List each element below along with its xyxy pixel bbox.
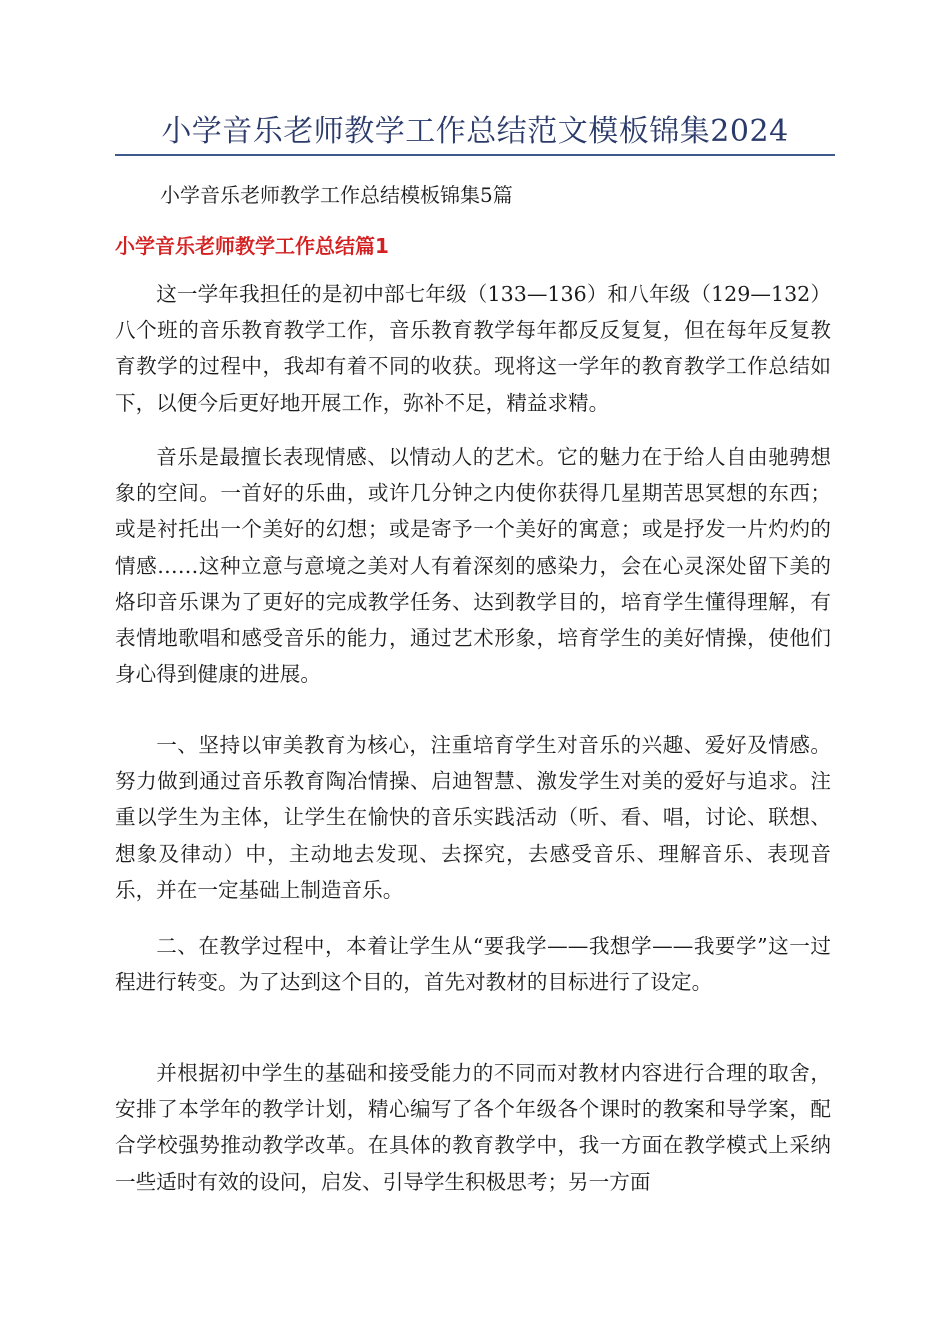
document-title: 小学音乐老师教学工作总结范文模板锦集2024 xyxy=(161,114,789,149)
body-paragraph-1: 这一学年我担任的是初中部七年级（133—136）和八年级（129—132）八个班的音乐教育教学工作，音乐教育教学每年都反反复复，但在每年反复教育教学的过程中，我却有着不同的收获。现将这一学年的教育教学工作总结如下，以便今后更好地开展工作，弥补不足，精益求精。 xyxy=(115,282,831,415)
body-paragraph-5: 并根据初中学生的基础和接受能力的不同而对教材内容进行合理的取舍，安排了本学年的教学计划，精心编写了各个年级各个课时的教案和导学案，配合学校强势推动教学改革。在具体的教育教学中，我一方面在教学模式上采纳一些适时有效的设问，启发、引导学生积极思考；另一方面 xyxy=(115,1061,831,1194)
document-subtitle: 小学音乐老师教学工作总结模板锦集5篇 xyxy=(160,183,513,207)
body-paragraph-2: 音乐是最擅长表现情感、以情动人的艺术。它的魅力在于给人自由驰骋想象的空间。一首好的乐曲，或许几分钟之内使你获得几星期苦思冥想的东西；或是衬托出一个美好的幻想；或是寄予一个美好的寓意；或是抒发一片灼灼的情感……这种立意与意境之美对人有着深刻的感染力，会在心灵深处留下美的烙印音乐课为了更好的完成教学任务、达到教学目的，培育学生懂得理解，有表情地歌唱和感受音乐的能力，通过艺术形象，培育学生的美好情操，使他们身心得到健康的进展。 xyxy=(115,445,831,687)
section-heading: 小学音乐老师教学工作总结篇1 xyxy=(115,234,389,258)
body-paragraph-3: 一、坚持以审美教育为核心，注重培育学生对音乐的兴趣、爱好及情感。努力做到通过音乐教育陶冶情操、启迪智慧、激发学生对美的爱好与追求。注重以学生为主体，让学生在愉快的音乐实践活动（听、看、唱，讨论、联想、想象及律动）中，主动地去发现、去探究，去感受音乐、理解音乐、表现音乐，并在一定基础上制造音乐。 xyxy=(115,733,831,902)
body-paragraph-4: 二、在教学过程中，本着让学生从“要我学——我想学——我要学”这一过程进行转变。为了达到这个目的，首先对教材的目标进行了设定。 xyxy=(115,934,831,995)
title-underline xyxy=(115,154,835,156)
